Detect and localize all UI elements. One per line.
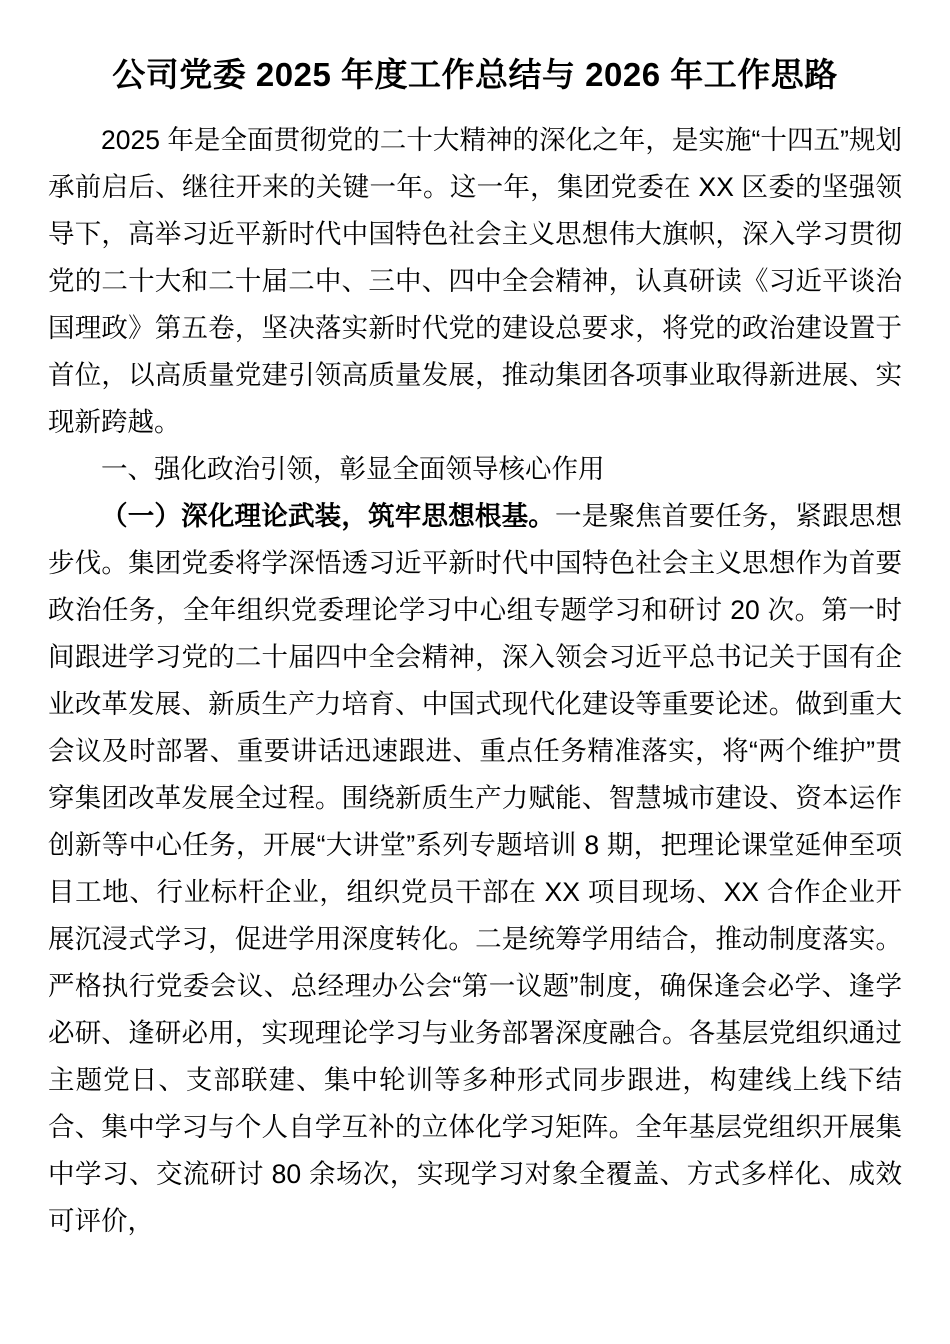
section-heading-1: 一、强化政治引领，彰显全面领导核心作用	[101, 454, 605, 484]
paragraph-section-1-1	[48, 493, 902, 1245]
subsection-body-1-1: 一是聚焦首要任务，紧跟思想步伐。集团党委将学深悟透习近平新时代中国特色社会主义思想作为首要政治任务，全年组织党委理论学习中心组专题学习和研讨 20 次。第一时间跟进学习党的二十届四中全会精神，深入领会习近平总书记关于国有企业改革发展、新质生产力培育、中国式现代化建设等重要论述。做到重大会议及时部署、重要讲话迅速跟进、重点任务精准落实，将“两个维护”贯穿集团改革发展全过程。围绕新质生产力赋能、智慧城市建设、资本运作创新等中心任务，开展“大讲堂”系列专题培训 8 期，把理论课堂延伸至项目工地、行业标杆企业，组织党员干部在 XX 项目现场、XX 合作企业开展沉浸式学习，促进学用深度转化。二是统筹学用结合，推动制度落实。严格执行党委会议、总经理办公会“第一议题”制度，确保逢会必学、逢学必研、逢研必用，实现理论学习与业务部署深度融合。各基层党组织通过主题党日、支部联建、集中轮训等多种形式同步跟进，构建线上线下结合、集中学习与个人自学互补的立体化学习矩阵。全年基层党组织开展集中学习、交流研讨 80 余场次，实现学习对象全覆盖、方式多样化、成效可评价，	[48, 501, 903, 1236]
document-title: 公司党委 2025 年度工作总结与 2026 年工作思路	[112, 56, 838, 93]
paragraph-intro: 2025 年是全面贯彻党的二十大精神的深化之年，是实施“十四五”规划承前启后、继往开来的关键一年。这一年，集团党委在 XX 区委的坚强领导下，高举习近平新时代中国特色社会主义思想伟大旗帜，深入学习贯彻党的二十大和二十届二中、三中、四中全会精神，认真研读《习近平谈治国理政》第五卷，坚决落实新时代党的建设总要求，将党的政治建设置于首位，以高质量党建引领高质量发展，推动集团各项事业取得新进展、实现新跨越。	[48, 125, 902, 437]
document-content	[48, 0, 902, 1245]
subsection-label-1-1: （一）深化理论武装，筑牢思想根基。	[101, 501, 556, 531]
